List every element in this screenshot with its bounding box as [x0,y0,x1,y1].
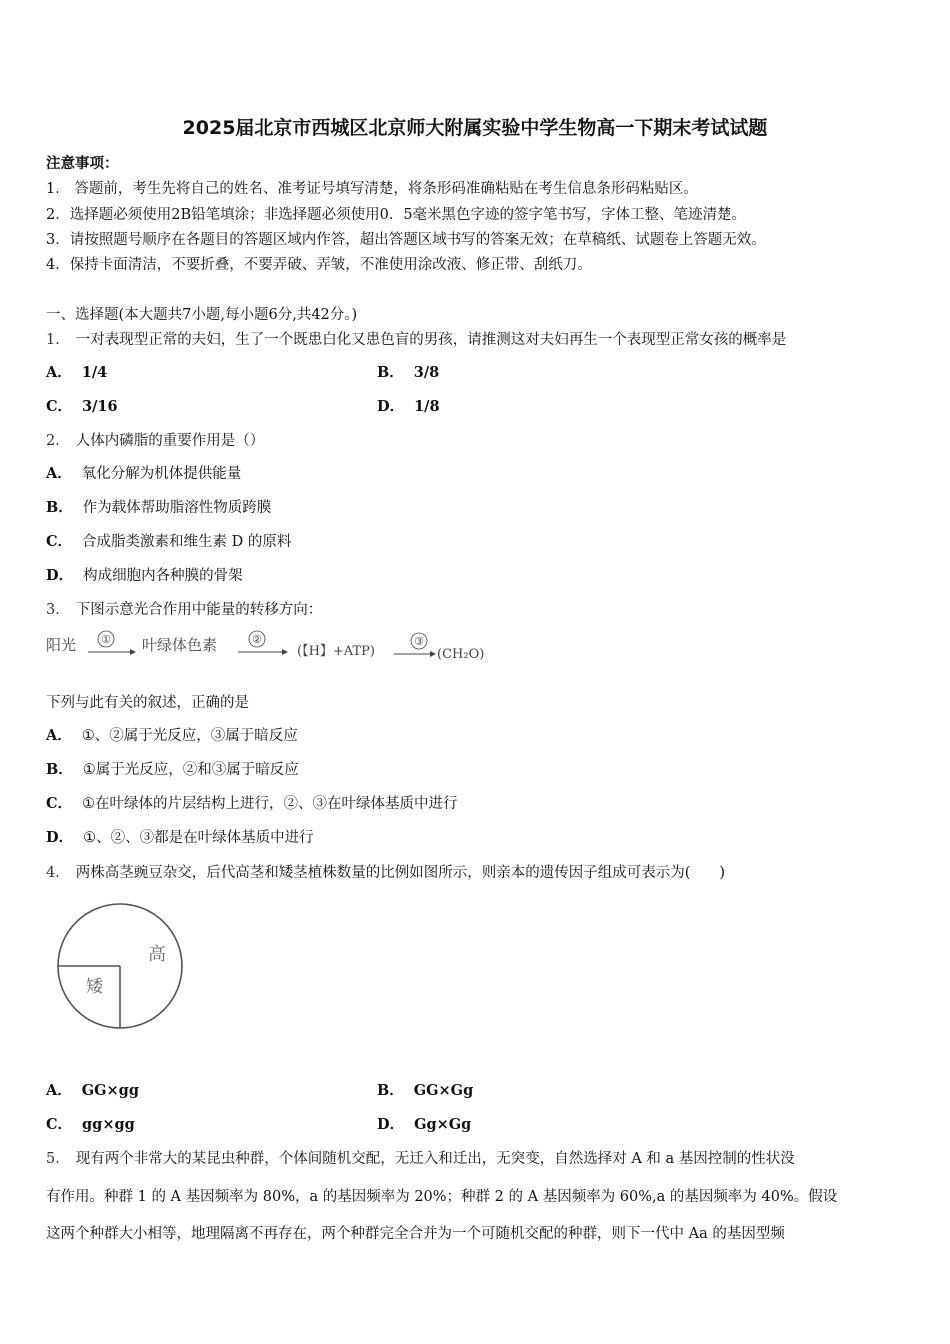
pie-label-tall: 高 [148,944,166,965]
step-1-marker: ① [101,633,111,646]
option-b: B． ①属于光反应，②和③属于暗反应 [46,761,299,778]
diagram-start: 阳光 [46,636,77,654]
question-4 [46,861,725,882]
energy-flow-diagram [44,628,514,668]
ratio-pie-chart [50,900,190,1035]
question-text: 下图示意光合作用中能量的转移方向： [75,602,323,618]
option-c: C． 合成脂类激素和维生素 D 的原料 [46,533,292,550]
diagram-mid: 叶绿体色素 [142,636,218,654]
option-d: D． 构成细胞内各种膜的骨架 [46,567,243,584]
notice-item: 1． 答题前，考生先将自己的姓名、准考证号填写清楚，将条形码准确粘贴在考生信息条形码粘贴区。 [46,181,698,197]
question-text: 一对表现型正常的夫妇，生了一个既患白化又患色盲的男孩，请推测这对夫妇再生一个表现型正常女孩的概率是 [75,332,787,348]
question-text: 人体内磷脂的重要作用是（） [75,433,265,449]
option-d: D． 1/8 [377,398,440,415]
pie-label-short: 矮 [86,977,103,997]
question-3-stem: 下列与此有关的叙述，正确的是 [46,695,249,711]
option-b: B． GG×Gg [377,1082,474,1099]
notice-header: 注意事项： [46,155,119,172]
question-number: 5． [46,1151,70,1167]
option-a: A． 1/4 [46,364,108,381]
question-number: 1． [46,332,70,348]
question-1 [46,328,786,349]
option-a: A． GG×gg [46,1082,139,1099]
question-5-line: 这两个种群大小相等，地理隔离不再存在，两个种群完全合并为一个可随机交配的种群，则下一代中 Aa 的基因型频 [46,1226,785,1242]
notice-item: 4．保持卡面清洁，不要折叠，不要弄破、弄皱，不准使用涂改液、修正带、刮纸刀。 [46,257,592,273]
option-a: A． ①、②属于光反应，③属于暗反应 [46,727,298,744]
option-c: C． gg×gg [46,1116,135,1133]
page-title: 2025届北京市西城区北京师大附属实验中学生物高一下期末考试试题 [182,117,768,139]
option-b: B． 作为载体帮助脂溶性物质跨膜 [46,499,272,516]
question-text: 两株高茎豌豆杂交，后代高茎和矮茎植株数量的比例如图所示，则亲本的遗传因子组成可表示为( ) [75,865,726,881]
question-number: 2． [46,433,70,449]
question-2 [46,429,264,450]
option-a: A． 氧化分解为机体提供能量 [46,465,242,482]
diagram-products: (【H】+ATP) [297,644,375,659]
question-number: 3． [46,602,70,618]
option-c: C． 3/16 [46,398,118,415]
notice-item: 2．选择题必须使用2B铅笔填涂；非选择题必须使用0．5毫米黑色字迹的签字笔书写，字体工整、笔迹清楚。 [46,207,747,223]
question-5-line: 有作用。种群 1 的 A 基因频率为 80%，a 的基因频率为 20%；种群 2 的 A 基因频率为 60%,a 的基因频率为 40%。假设 [46,1189,838,1205]
step-2-marker: ② [252,633,262,646]
question-3 [46,598,322,619]
option-b: B． 3/8 [377,364,440,381]
question-text: 现有两个非常大的某昆虫种群，个体间随机交配，无迁入和迁出，无突变，自然选择对 A 和 a 基因控制的性状没 [75,1151,795,1167]
step-3-marker: ③ [414,635,424,648]
diagram-end: (CH₂O) [437,647,485,662]
option-d: D． Gg×Gg [377,1116,472,1133]
notice-item: 3．请按照题号顺序在各题目的答题区域内作答，超出答题区域书写的答案无效；在草稿纸、试题卷上答题无效。 [46,232,766,248]
option-d: D． ①、②、③都是在叶绿体基质中进行 [46,829,314,846]
section-heading: 一、选择题(本大题共7小题,每小题6分,共42分。) [46,307,358,323]
question-5 [46,1147,795,1168]
question-number: 4． [46,865,70,881]
option-c: C． ①在叶绿体的片层结构上进行，②、③在叶绿体基质中进行 [46,795,458,812]
